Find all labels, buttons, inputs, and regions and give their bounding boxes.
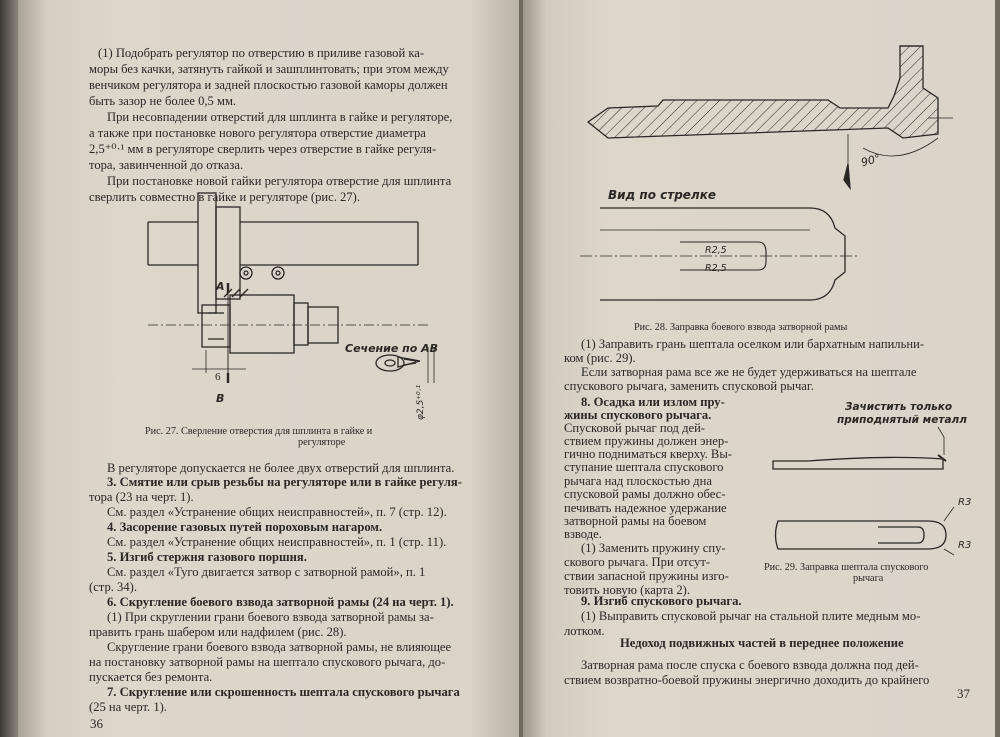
text-line: ступание шептала спускового <box>564 460 724 474</box>
radius-label: R2,5 <box>705 245 727 256</box>
text-line: моры без качки, затянуть гайкой и зашплинтовать; при этом между <box>89 62 449 76</box>
text-line: рычага над плоскостью дна <box>564 474 712 488</box>
text-line: а также при постановке нового регулятора отверстие диаметра <box>89 126 426 140</box>
text-line: затворной рамы на боевом <box>564 514 707 528</box>
label-a: А <box>216 280 225 293</box>
hole-dimension: φ2,5⁺⁰·¹ <box>416 384 426 420</box>
text-line: При несовпадении отверстий для шплинта в гайке и регуляторе, <box>107 110 453 124</box>
text-line: (25 на черт. 1). <box>89 700 167 714</box>
radius-label: R3 <box>958 497 972 508</box>
dimension-6: 6 <box>215 371 221 383</box>
page-36 <box>18 0 521 737</box>
text-line: гично подниматься кверху. Вы- <box>564 447 732 461</box>
text-line: При постановке новой гайки регулятора отверстие для шплинта <box>107 174 452 188</box>
text-line: (1) Подобрать регулятор по отверстию в приливе газовой ка- <box>98 46 425 60</box>
text-line: на постановку затворной рамы на шептало спускового рычага, до- <box>89 655 446 669</box>
fig27-drawing <box>128 185 508 405</box>
text-line: См. раздел «Туго двигается затвор с затворной рамой», п. 1 <box>107 565 426 579</box>
radius-label: R3 <box>958 540 972 551</box>
text-line: ствием пружины должен энер- <box>564 434 729 448</box>
text-line: править грань шабером или надфилем (рис. 28). <box>89 625 347 639</box>
fig27-caption: регуляторе <box>298 437 346 448</box>
text-line: Затворная рама после спуска с боевого взвода должна под дей- <box>581 658 919 672</box>
text-line: товить новую (карта 2). <box>564 583 690 597</box>
section-heading: Недоход подвижных частей в переднее положение <box>620 636 904 650</box>
item-heading: 3. Смятие или срыв резьбы на регуляторе или в гайке регуля- <box>107 475 462 489</box>
item-heading: 8. Осадка или излом пру- <box>581 395 725 409</box>
view-label: Вид по стрелке <box>608 188 717 202</box>
text-line: пускается без ремонта. <box>89 670 213 684</box>
text-line: скового рычага. При отсут- <box>564 555 711 569</box>
text-line: взводе. <box>564 527 602 541</box>
text-line: лотком. <box>564 624 605 638</box>
fig27-caption: Рис. 27. Сверление отверстия для шплинта в гайке и <box>145 426 373 437</box>
radius-label: R2,5 <box>705 263 727 274</box>
fig29-caption: рычага <box>853 573 884 584</box>
text-line: печивать надежное удержание <box>564 501 727 515</box>
text-line: тора (23 на черт. 1). <box>89 490 194 504</box>
text-line: (1) Заменить пружину спу- <box>581 541 726 555</box>
text-line: См. раздел «Устранение общих неисправностей», п. 7 (стр. 12). <box>107 505 447 519</box>
text-line: быть зазор не более 0,5 мм. <box>89 94 237 108</box>
book-edge <box>0 0 18 737</box>
angle-label: 90° <box>859 151 882 170</box>
label-b: В <box>216 392 225 405</box>
note-line: приподнятый металл <box>837 414 967 426</box>
text-line: 2,5⁺⁰·¹ мм в регуляторе сверлить через отверстие в гайке регуля- <box>89 142 437 156</box>
text-line: спусковой рамы должно обес- <box>564 487 726 501</box>
item-heading: 7. Скругление или скрошенность шептала спускового рычага <box>107 685 460 699</box>
text-line: Спусковой рычаг под дей- <box>564 421 706 435</box>
item-heading: 4. Засорение газовых путей пороховым нагаром. <box>107 520 383 534</box>
note-line: Зачистить только <box>845 401 953 413</box>
text-line: ком (рис. 29). <box>564 351 636 365</box>
item-heading: 6. Скругление боевого взвода затворной рамы (24 на черт. 1). <box>107 595 454 609</box>
section-title: Сечение по АВ <box>345 342 439 355</box>
text-line: венчиком регулятора и задней плоскостью газовой каморы должен <box>89 78 448 92</box>
page-number: 36 <box>90 716 103 731</box>
text-line: сверлить совместно в гайке и регуляторе (рис. 27). <box>89 190 360 204</box>
text-line: (1) Выправить спусковой рычаг на стальной плите медным мо- <box>581 609 921 623</box>
text-line: В регуляторе допускается не более двух отверстий для шплинта. <box>107 461 455 475</box>
item-heading: 5. Изгиб стержня газового поршня. <box>107 550 307 564</box>
text-line: Скругление грани боевого взвода затворной рамы, не влияющее <box>107 640 452 654</box>
text-line: тора, завинченной до отказа. <box>89 158 244 172</box>
page-number: 37 <box>957 686 970 701</box>
text-line: (стр. 34). <box>89 580 137 594</box>
text-line: Если затворная рама все же не будет удерживаться на шептале <box>581 365 917 379</box>
item-heading: жины спускового рычага. <box>564 408 712 422</box>
item-heading: 9. Изгиб спускового рычага. <box>581 594 742 608</box>
book-edge-right <box>995 0 1000 737</box>
text-line: См. раздел «Устранение общих неисправностей», п. 1 (стр. 11). <box>107 535 447 549</box>
fig28-caption: Рис. 28. Заправка боевого взвода затворной рамы <box>634 322 848 333</box>
text-line: ствием возвратно-боевой пружины энергично доходить до крайнего <box>564 673 930 687</box>
fig29-caption: Рис. 29. Заправка шептала спускового <box>764 562 929 573</box>
text-line: (1) Заправить грань шептала оселком или бархатным напильни- <box>581 337 925 351</box>
page-37-section <box>523 0 995 737</box>
text-line: ствии запасной пружины изго- <box>564 569 729 583</box>
text-line: (1) При скруглении грани боевого взвода затворной рамы за- <box>107 610 434 624</box>
text-line: спускового рычага, заменить спусковой рычаг. <box>564 379 814 393</box>
